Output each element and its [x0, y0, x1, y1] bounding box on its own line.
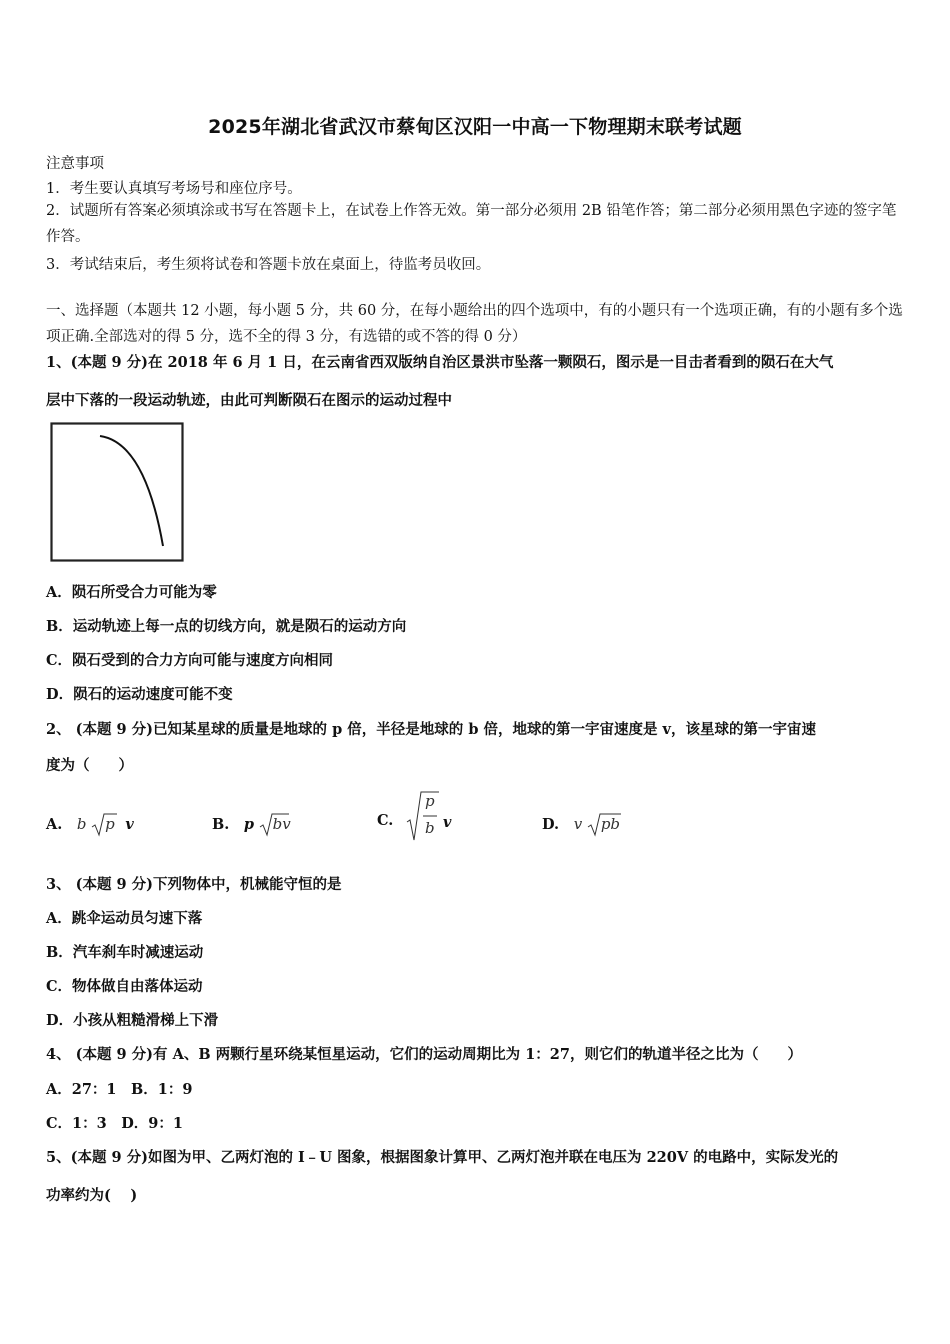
q4-options-row2: C．1：3 D．9：1	[46, 1115, 183, 1132]
q1-option-b: B．运动轨迹上每一点的切线方向，就是陨石的运动方向	[46, 618, 407, 635]
q3-option-a: A．跳伞运动员匀速下落	[46, 910, 203, 927]
q2-a-tail: v	[125, 816, 134, 833]
q2-option-b-label: B.	[212, 816, 230, 833]
q3-option-c: C．物体做自由落体运动	[46, 978, 203, 995]
q2-b-coef: p	[243, 816, 255, 833]
notice-heading: 注意事项	[46, 156, 104, 172]
q3-stem: 3、 (本题 9 分)下列物体中，机械能守恒的是	[46, 876, 342, 893]
q2-option-d-label: D.	[542, 816, 560, 833]
notice-item-2: 2．试题所有答案必须填涂或书写在答题卡上，在试卷上作答无效。第一部分必须用 2B 铅笔作答；第二部分必须用黑色字迹的签字笔作答。	[46, 203, 897, 245]
q2-option-c	[377, 790, 452, 837]
q5-stem-line1: 5、(本题 9 分)如图为甲、乙两灯泡的 I﹣U 图象，根据图象计算甲、乙两灯泡并联在电压为 220V 的电路中，实际发光的	[46, 1149, 839, 1166]
meteorite-trajectory-figure	[50, 422, 184, 562]
q4-stem: 4、 (本题 9 分)有 A、B 两颗行星环绕某恒星运动，它们的运动周期比为 1：27，则它们的轨道半径之比为（ ）	[46, 1046, 802, 1063]
q2-c-tail: v	[443, 814, 452, 831]
page-title: 2025年湖北省武汉市蔡甸区汉阳一中高一下物理期末联考试题	[208, 116, 742, 138]
q2-a-coef: b	[76, 815, 87, 833]
q1-option-a: A．陨石所受合力可能为零	[46, 584, 217, 601]
q2-a-rad: p	[105, 815, 115, 833]
q2-stem-line1: 2、 (本题 9 分)已知某星球的质量是地球的 p 倍，半径是地球的 b 倍，地球的第一宇宙速度是 v，该星球的第一宇宙速	[46, 721, 816, 738]
q1-option-c: C．陨石受到的合力方向可能与速度方向相同	[46, 652, 334, 669]
q3-option-b: B．汽车刹车时减速运动	[46, 944, 204, 961]
notice-item-3: 3．考试结束后，考生须将试卷和答题卡放在桌面上，待监考员收回。	[46, 257, 491, 273]
q2-stem-line2: 度为（ ）	[46, 757, 133, 774]
q2-c-num: p	[425, 792, 435, 810]
q2-option-a-label: A.	[46, 816, 63, 833]
section-heading: 一、选择题（本题共 12 小题，每小题 5 分，共 60 分，在每小题给出的四个选项中，有的小题只有一个选项正确，有的小题有多个选项正确.全部选对的得 5 分，选不全的得 3 分，有选错的或不答的得 0 分）	[46, 303, 903, 345]
q2-option-a	[46, 812, 134, 838]
q3-option-d: D．小孩从粗糙滑梯上下滑	[46, 1012, 219, 1029]
q2-d-rad: pb	[600, 815, 621, 833]
q1-stem-line2: 层中下落的一段运动轨迹，由此可判断陨石在图示的运动过程中	[46, 392, 452, 409]
trajectory-curve	[100, 436, 163, 546]
q5-stem-line2: 功率约为( )	[46, 1187, 138, 1204]
q1-option-d: D．陨石的运动速度可能不变	[46, 686, 233, 703]
notice-item-1: 1．考生要认真填写考场号和座位序号。	[46, 181, 302, 197]
q4-options-row1: A．27：1 B．1：9	[46, 1081, 193, 1098]
q2-c-den: b	[425, 819, 435, 837]
q1-stem-line1: 1、(本题 9 分)在 2018 年 6 月 1 日，在云南省西双版纳自治区景洪市坠落一颗陨石，图示是一目击者看到的陨石在大气	[46, 354, 834, 371]
q2-b-rad: bv	[272, 815, 291, 833]
q2-option-b	[212, 812, 291, 838]
q2-option-d	[542, 812, 620, 838]
q2-option-c-label: C.	[377, 812, 394, 829]
q2-d-coef: v	[573, 815, 583, 833]
